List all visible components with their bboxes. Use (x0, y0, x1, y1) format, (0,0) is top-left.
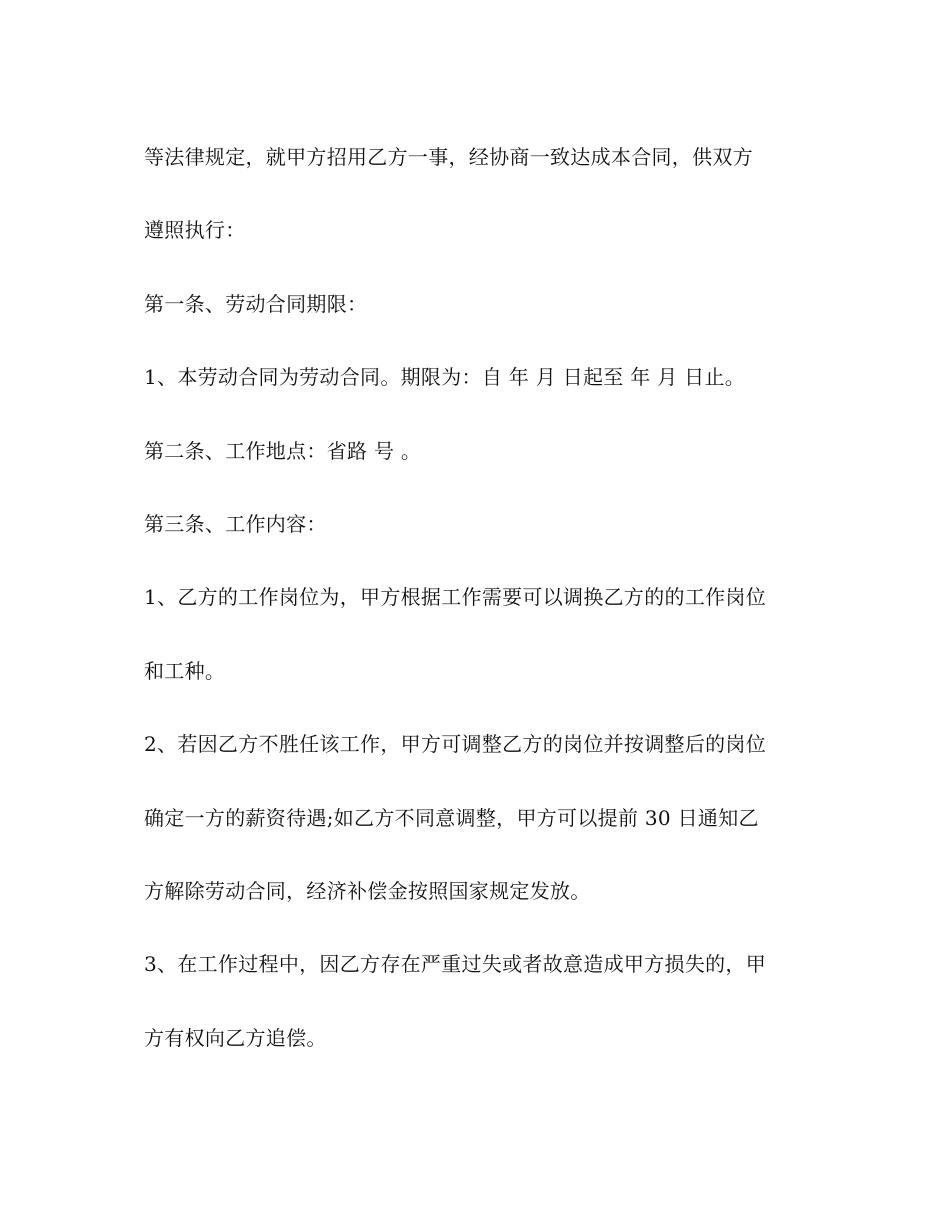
paragraph-line: 等法律规定，就甲方招用乙方一事，经协商一致达成本合同，供双方 (144, 145, 753, 169)
paragraph-line: 遵照执行： (144, 218, 246, 243)
article-heading: 第二条、工作地点：省路 号 。 (144, 438, 422, 463)
paragraph-line: 2、若因乙方不胜任该工作，甲方可调整乙方的岗位并按调整后的岗位 (144, 732, 767, 757)
document-body (144, 132, 824, 1086)
paragraph-line: 1、本劳动合同为劳动合同。期限为：自 年 月 日起至 年 月 日止。 (144, 365, 746, 390)
paragraph-line: 1、乙方的工作岗位为，甲方根据工作需要可以调换乙方的的工作岗位 (144, 585, 767, 610)
paragraph-line: 方解除劳动合同，经济补偿金按照国家规定发放。 (144, 878, 591, 903)
paragraph-line: 3、在工作过程中，因乙方存在严重过失或者故意造成甲方损失的，甲 (144, 952, 767, 977)
article-heading: 第三条、工作内容： (144, 511, 327, 536)
paragraph-line: 方有权向乙方追偿。 (144, 1025, 327, 1050)
article-heading: 第一条、劳动合同期限： (144, 291, 368, 316)
paragraph-line: 和工种。 (144, 658, 226, 683)
paragraph-line: 确定一方的薪资待遇;如乙方不同意调整，甲方可以提前 30 日通知乙 (144, 805, 759, 830)
